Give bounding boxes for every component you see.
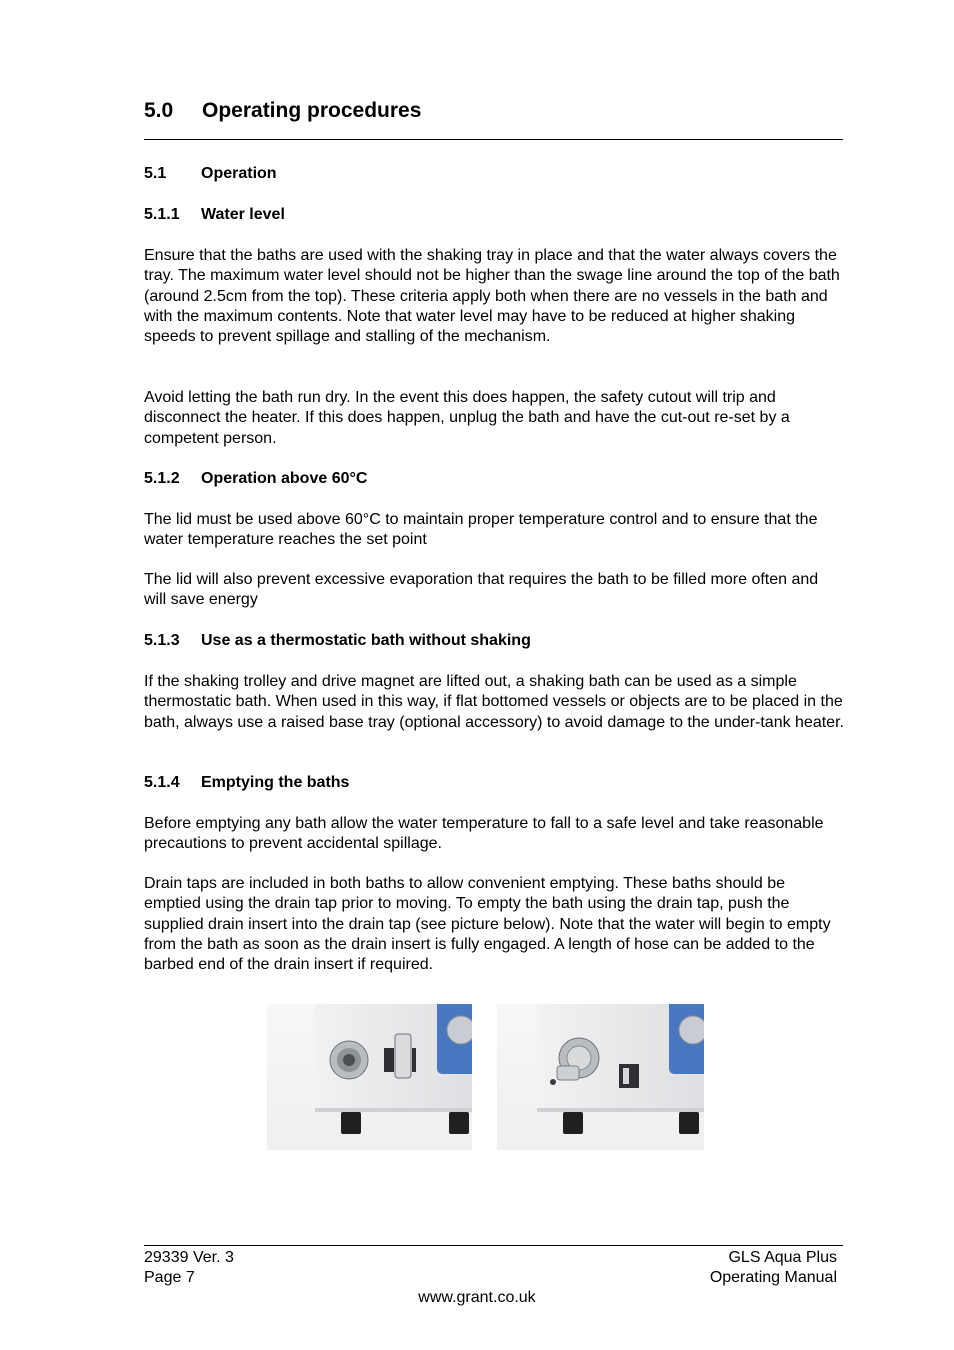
thermostatic-paragraph: If the shaking trolley and drive magnet are lifted out, a shaking bath can be used as a simple thermostatic bath. When used in this way, if flat bottomed vessels or objects are to be placed in the bath, always use a raised base tray (optional accessory) to avoid damage to the under-tank heater. [144, 673, 844, 731]
footer-page-number: Page 7 [144, 1269, 195, 1286]
footer-doc-number: 29339 Ver. 3 [144, 1249, 234, 1266]
subsection-title: Use as a thermostatic bath without shaking [201, 632, 531, 649]
emptying-paragraph-1: Before emptying any bath allow the water temperature to fall to a safe level and take reasonable precautions to prevent accidental spillage. [144, 815, 824, 853]
drain-tap-photo-before [267, 1004, 472, 1150]
above-60c-paragraph-2: The lid will also prevent excessive evaporation that requires the bath to be filled more often and will save energy [144, 571, 819, 609]
footer-product-name: GLS Aqua Plus [728, 1249, 837, 1266]
above-60c-paragraph-1: The lid must be used above 60°C to maintain proper temperature control and to ensure that the water temperature reaches the set point [144, 511, 818, 549]
subsection-heading-water-level [144, 205, 285, 225]
subsection-number: 5.1.2 [144, 470, 180, 487]
water-level-paragraph-1: Ensure that the baths are used with the shaking tray in place and that the water always covers the tray. The maximum water level should not be higher than the swage line around the top of the bath (around 2.5cm from the top). These criteria apply both when there are no vessels in the bath and with the maximum contents. Note that water level may have to be reduced at higher shaking speeds to prevent spillage and stalling of the mechanism. [144, 247, 840, 346]
subsection-heading-above-60c [144, 469, 367, 489]
footer-website: www.grant.co.uk [418, 1289, 536, 1306]
subsection-title: Emptying the baths [201, 774, 350, 791]
subsection-title: Water level [201, 206, 285, 223]
chapter-number: 5.0 [144, 99, 174, 122]
emptying-paragraph-2: Drain taps are included in both baths to allow convenient emptying. These baths should be emptied using the drain tap prior to moving. To empty the bath using the drain tap, push the supplied drain insert into the drain tap (see picture below). Note that the water will begin to empty from the bath as soon as the drain insert is fully engaged. A length of hose can be added to the barbed end of the drain insert if required. [144, 875, 831, 974]
chapter-heading [144, 97, 843, 125]
section-title: Operation [201, 165, 277, 182]
subsection-heading-thermostatic [144, 631, 531, 651]
section-heading-operation [144, 164, 277, 184]
heading-divider [144, 139, 843, 140]
section-number: 5.1 [144, 165, 167, 182]
footer-manual-title: Operating Manual [709, 1269, 837, 1286]
water-level-paragraph-2: Avoid letting the bath run dry. In the event this does happen, the safety cutout will trip and disconnect the heater. If this does happen, unplug the bath and have the cut-out re-set by a competent person. [144, 389, 790, 447]
subsection-title: Operation above 60°C [201, 470, 368, 487]
footer-divider [144, 1245, 843, 1246]
subsection-number: 5.1.3 [144, 632, 180, 649]
subsection-number: 5.1.4 [144, 774, 180, 791]
subsection-number: 5.1.1 [144, 206, 180, 223]
chapter-title: Operating procedures [202, 99, 422, 122]
drain-tap-photo-after [497, 1004, 704, 1150]
subsection-heading-emptying [144, 773, 349, 793]
